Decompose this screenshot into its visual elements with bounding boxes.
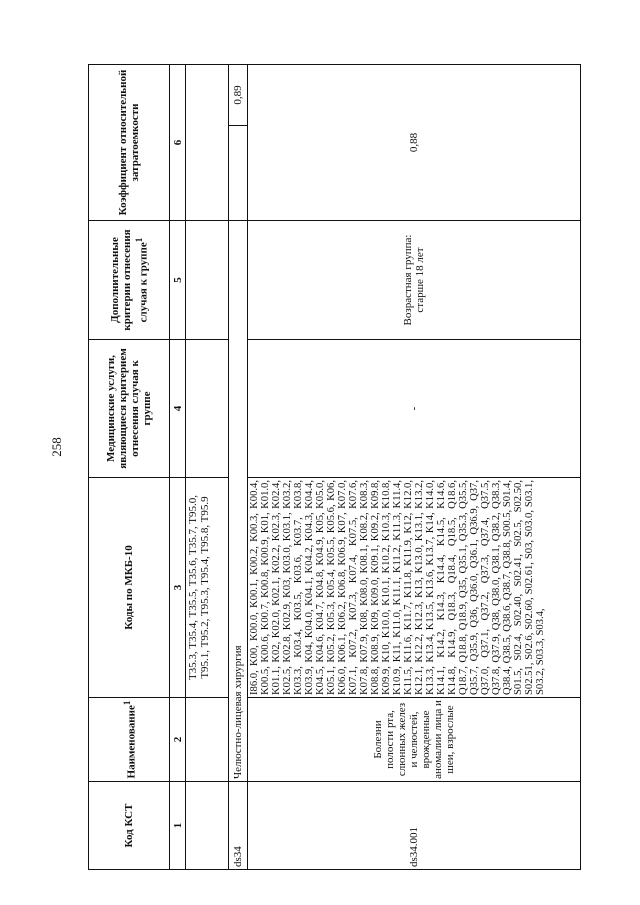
column-number-row xyxy=(170,65,186,870)
colnum-4: 4 xyxy=(170,340,186,478)
cont-criteria xyxy=(186,221,229,340)
main-row xyxy=(248,65,581,870)
main-icd: I86.0, K00, K00.0, K00.1, K00.2, K00.3, K00.4, K00.5, K00.6, K00.7, K00.8, K00.9, K01, K01.0, K01.1, K02, K02.0, K02.1, K02.2, K02.3, K02.4, K02.5, K02.8, K02.9, K03, K03.0, K03.1, K03.2, K03.3, K03.4, K03.5, K03.6, K03.7, K03.8, K03.9, K04, K04.0, K04.1, K04.2, K04.3, K04.4, K04.5, K04.6, K04.7, K04.8, K04.9, K05, K05.0, K05.1, K05.2, K05.3, K05.4, K05.5, K05.6, K06, K06.0, K06.1, K06.2, K06.8, K06.9, K07, K07.0, K07.1, K07.2, K07.3, K07.4, K07.5, K07.6, K07.8, K07.9, K08, K08.0, K08.1, K08.2, K08.3, K08.8, K08.9, K09, K09.0, K09.1, K09.2, K09.8, K09.9, K10, K10.0, K10.1, K10.2, K10.3, K10.8, K10.9, K11, K11.0, K11.1, K11.2, K11.3, K11.4, K11.5, K11.6, K11.7, K11.8, K11.9, K12, K12.0, K12.1, K12.2, K12.3, K13, K13.0, K13.1, K13.2, K13.3, K13.4, K13.5, K13.6, K13.7, K14, K14.0, K14.1, K14.2, K14.3, K14.4, K14.5, K14.6, K14.8, K14.9, Q18.3, Q18.4, Q18.5, Q18.6, Q18.7, Q18.8, Q18.9, Q35, Q35.1, Q35.3, Q35.5, Q35.7, Q35.9, Q36, Q36.0, Q36.1, Q36.9, Q37, Q37.0, Q37.1, Q37.2, Q37.3, Q37.4, Q37.5, Q37.8, Q37.9, Q38, Q38.0, Q38.1, Q38.2, Q38.3, Q38.4, Q38.5, Q38.6, Q38.7, Q38.8, S00.5, S01.4, S01.5, S02.4, S02.40, S02.41, S02.5, S02.50, S02.51, S02.6, S02.60, S02.61, S03, S03.0, S03.1, S03.2, S03.3, S03.4, xyxy=(248,478,581,698)
header-services: Медицинские услуги, являющиеся критерием отнесения случая к группе xyxy=(89,340,170,478)
header-name xyxy=(89,698,170,782)
main-coef: 0,88 xyxy=(248,65,581,221)
main-name: Болезни полости рта, слюнных желез и челюстей, врожденные аномалии лица и шеи, взрослые xyxy=(248,698,581,782)
colnum-1: 1 xyxy=(170,782,186,870)
header-code-text: Код КСТ xyxy=(123,803,135,848)
cont-icd: T35.3, T35.4, T35.5, T35.6, T35.7, T95.0, T95.1, T95.2, T95.3, T95.4, T95.8, T95.9 xyxy=(186,478,229,698)
header-row xyxy=(89,65,170,870)
main-criteria: Возрастная группа: старше 18 лет xyxy=(248,221,581,340)
section-code: ds34 xyxy=(229,782,248,870)
cont-coef xyxy=(186,65,229,221)
colnum-6: 6 xyxy=(170,65,186,221)
section-coef: 0,89 xyxy=(229,65,248,126)
cont-code xyxy=(186,782,229,870)
section-empty xyxy=(229,126,248,221)
colnum-2: 2 xyxy=(170,698,186,782)
cont-name xyxy=(186,698,229,782)
header-code xyxy=(89,782,170,870)
main-services: - xyxy=(248,340,581,478)
section-row xyxy=(229,65,248,870)
main-code: ds34.001 xyxy=(248,782,581,870)
rotated-table-container xyxy=(88,65,609,870)
colnum-3: 3 xyxy=(170,478,186,698)
page-number: 258 xyxy=(49,437,64,457)
section-name: Челюстно-лицевая хирургия xyxy=(229,221,248,782)
header-criteria-mark: 1 xyxy=(133,237,144,243)
colnum-5: 5 xyxy=(170,221,186,340)
header-name-text: Наименование xyxy=(125,705,138,779)
header-criteria xyxy=(89,221,170,340)
header-criteria-text: Дополнительные критерии отнесения случая к группе xyxy=(108,229,150,331)
continuation-row xyxy=(186,65,229,870)
header-coef: Коэффициент относительной затратоемкости xyxy=(89,65,170,221)
cont-services xyxy=(186,340,229,478)
header-icd: Коды по МКБ-10 xyxy=(89,478,170,698)
ksg-table xyxy=(88,64,581,870)
header-name-mark: 1 xyxy=(121,700,132,706)
